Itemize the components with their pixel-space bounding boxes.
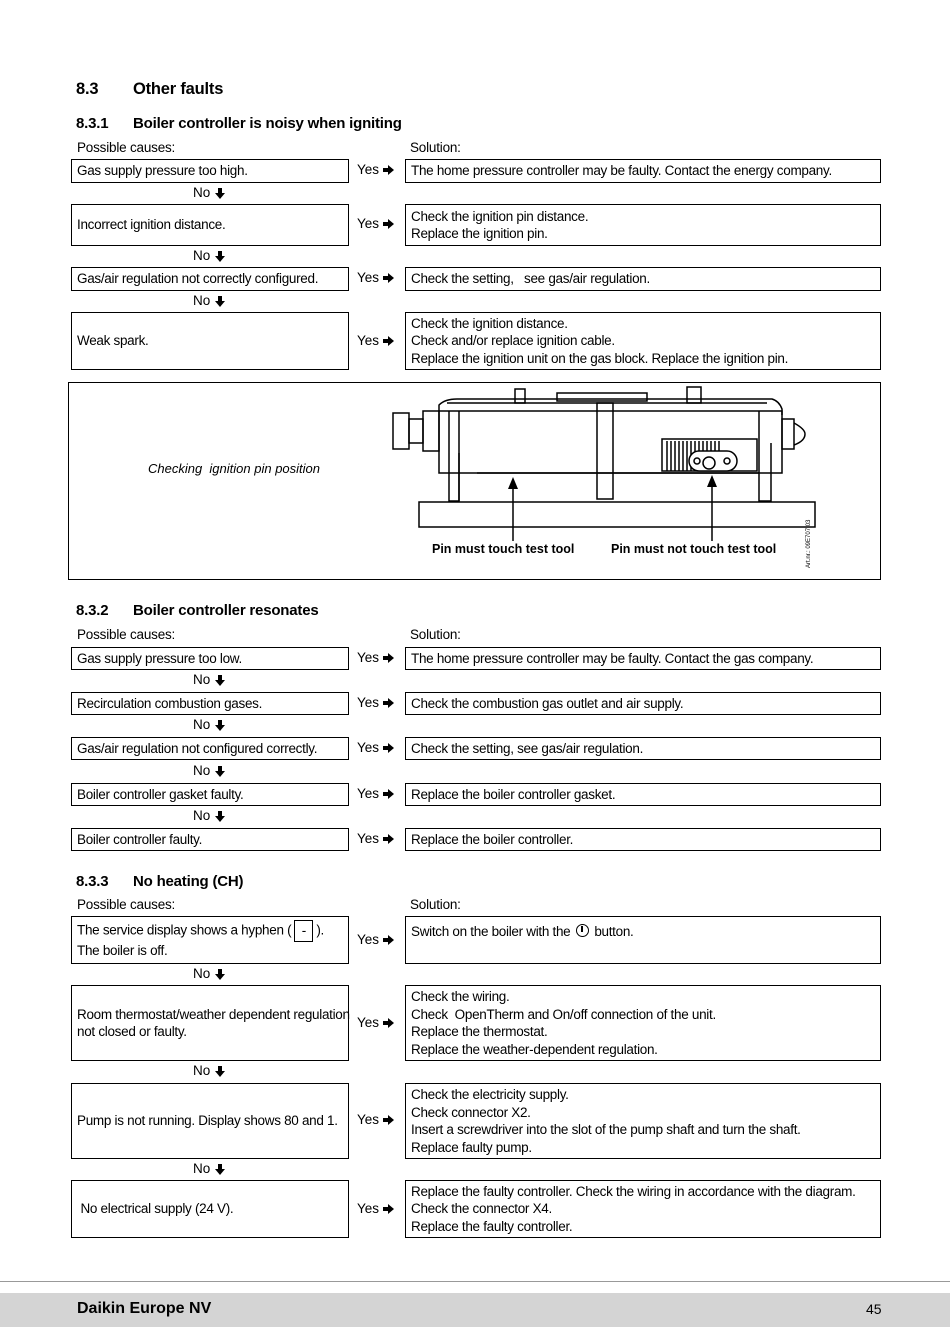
section-number: 8.3 — [76, 80, 99, 98]
yes-arrow: Yes — [357, 650, 394, 665]
yes-arrow: Yes — [357, 1015, 394, 1030]
no-arrow: No — [193, 966, 225, 981]
no-arrow: No — [193, 1161, 225, 1176]
solution-box: Check the ignition pin distance. Replace the ignition pin. — [405, 204, 881, 246]
right-arrow-icon — [388, 834, 394, 844]
cause-box: Weak spark. — [71, 312, 349, 370]
yes-arrow: Yes — [357, 1112, 394, 1127]
subsection-number: 8.3.3 — [76, 873, 109, 890]
cause-box: Gas supply pressure too low. — [71, 647, 349, 670]
footer-divider — [0, 1281, 950, 1282]
cause-box: Room thermostat/weather dependent regulation not closed or faulty. — [71, 985, 349, 1061]
cause-box: No electrical supply (24 V). — [71, 1180, 349, 1238]
right-arrow-icon — [388, 336, 394, 346]
down-arrow-icon — [215, 1169, 225, 1175]
subsection-title: Boiler controller is noisy when igniting — [133, 115, 402, 132]
solution-label: Solution: — [410, 140, 461, 155]
yes-arrow: Yes — [357, 932, 394, 947]
subsection-title: Boiler controller resonates — [133, 602, 319, 619]
possible-causes-label: Possible causes: — [77, 897, 176, 912]
subsection-heading-8-3-3 — [76, 873, 576, 893]
right-arrow-icon — [388, 273, 394, 283]
right-arrow-icon — [388, 165, 394, 175]
right-arrow-icon — [388, 743, 394, 753]
right-arrow-icon — [388, 1115, 394, 1125]
cause-box: Pump is not running. Display shows 80 and 1. — [71, 1083, 349, 1159]
right-arrow-icon — [388, 1204, 394, 1214]
solution-box: Replace the faulty controller. Check the wiring in accordance with the diagram. Check the connector X4. Replace the faulty controller. — [405, 1180, 881, 1238]
cause-box: Gas/air regulation not configured correctly. — [71, 737, 349, 760]
page-footer — [0, 1293, 950, 1327]
no-arrow: No — [193, 672, 225, 687]
cause-box: Boiler controller faulty. — [71, 828, 349, 851]
down-arrow-icon — [215, 256, 225, 262]
yes-arrow: Yes — [357, 333, 394, 348]
solution-box: Check the ignition distance. Check and/or replace ignition cable. Replace the ignition unit on the gas block. Replace the ignition pin. — [405, 312, 881, 370]
down-arrow-icon — [215, 816, 225, 822]
down-arrow-icon — [215, 193, 225, 199]
solution-box: Check the setting, see gas/air regulation. — [405, 737, 881, 760]
cause-box: The service display shows a hyphen ( - ). The boiler is off. — [71, 916, 349, 964]
solution-box: Check the combustion gas outlet and air supply. — [405, 692, 881, 715]
right-arrow-icon — [388, 789, 394, 799]
solution-box: Check the electricity supply. Check connector X2. Insert a screwdriver into the slot of the pump shaft and turn the shaft. Replace faulty pump. — [405, 1083, 881, 1159]
company-name: Daikin Europe NV — [77, 1300, 212, 1317]
section-heading — [76, 80, 476, 102]
solution-label: Solution: — [410, 627, 461, 642]
subsection-number: 8.3.2 — [76, 602, 109, 619]
subsection-heading-8-3-1 — [76, 115, 576, 135]
yes-arrow: Yes — [357, 1201, 394, 1216]
down-arrow-icon — [215, 771, 225, 777]
no-arrow: No — [193, 185, 225, 200]
solution-box: Check the wiring. Check OpenTherm and On/off connection of the unit. Replace the thermostat. Replace the weather-dependent regulation. — [405, 985, 881, 1061]
hyphen-display-symbol: - — [294, 920, 313, 942]
section-title: Other faults — [133, 80, 224, 98]
solution-label: Solution: — [410, 897, 461, 912]
yes-arrow: Yes — [357, 216, 394, 231]
down-arrow-icon — [215, 974, 225, 980]
solution-box: The home pressure controller may be faulty. Contact the energy company. — [405, 159, 881, 183]
art-number: Art.nr.: 09E707.03 — [806, 519, 812, 568]
cause-box: Boiler controller gasket faulty. — [71, 783, 349, 806]
power-icon — [576, 924, 589, 937]
cause-box: Gas supply pressure too high. — [71, 159, 349, 183]
solution-box: The home pressure controller may be faulty. Contact the gas company. — [405, 647, 881, 670]
no-arrow: No — [193, 248, 225, 263]
solution-box: Replace the boiler controller gasket. — [405, 783, 881, 806]
yes-arrow: Yes — [357, 786, 394, 801]
no-arrow: No — [193, 1063, 225, 1078]
yes-arrow: Yes — [357, 740, 394, 755]
right-arrow-icon — [388, 219, 394, 229]
solution-box: Check the setting, see gas/air regulation. — [405, 267, 881, 291]
subsection-title: No heating (CH) — [133, 873, 244, 890]
figure-caption: Checking ignition pin position — [148, 461, 320, 476]
down-arrow-icon — [215, 725, 225, 731]
ignition-pin-figure — [68, 382, 881, 580]
no-arrow: No — [193, 717, 225, 732]
down-arrow-icon — [215, 1071, 225, 1077]
label-pin-not-touch: Pin must not touch test tool — [611, 542, 777, 556]
right-arrow-icon — [388, 698, 394, 708]
yes-arrow: Yes — [357, 162, 394, 177]
cause-box: Incorrect ignition distance. — [71, 204, 349, 246]
no-arrow: No — [193, 293, 225, 308]
yes-arrow: Yes — [357, 831, 394, 846]
yes-arrow: Yes — [357, 695, 394, 710]
right-arrow-icon — [388, 1018, 394, 1028]
down-arrow-icon — [215, 680, 225, 686]
solution-box: Replace the boiler controller. — [405, 828, 881, 851]
down-arrow-icon — [215, 301, 225, 307]
page-number: 45 — [866, 1301, 882, 1317]
no-arrow: No — [193, 763, 225, 778]
subsection-number: 8.3.1 — [76, 115, 109, 132]
cause-box: Gas/air regulation not correctly configured. — [71, 267, 349, 291]
no-arrow: No — [193, 808, 225, 823]
boiler-controller-drawing — [387, 383, 817, 553]
right-arrow-icon — [388, 653, 394, 663]
label-pin-touch: Pin must touch test tool — [432, 542, 575, 556]
yes-arrow: Yes — [357, 270, 394, 285]
possible-causes-label: Possible causes: — [77, 627, 176, 642]
possible-causes-label: Possible causes: — [77, 140, 176, 155]
solution-box: Switch on the boiler with the button. — [405, 916, 881, 964]
cause-box: Recirculation combustion gases. — [71, 692, 349, 715]
right-arrow-icon — [388, 935, 394, 945]
subsection-heading-8-3-2 — [76, 602, 576, 622]
